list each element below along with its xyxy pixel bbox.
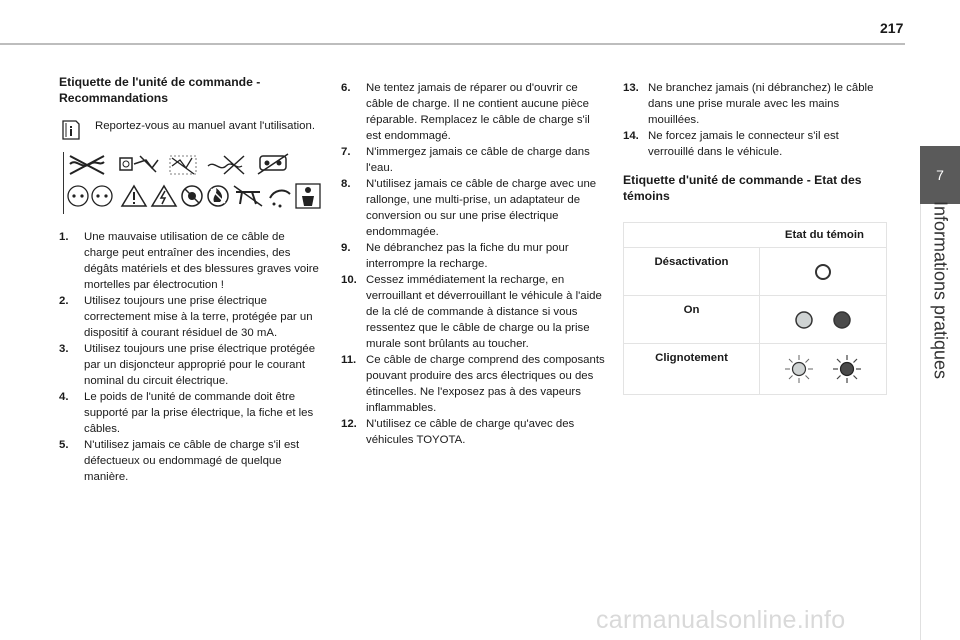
- no-water-icon: [70, 156, 104, 174]
- electric-socket-icon: [68, 186, 112, 206]
- watermark: carmanualsonline.info: [596, 606, 846, 634]
- lamp-blinking-icon: [832, 354, 862, 384]
- table-row: [624, 248, 886, 296]
- table-row: [624, 296, 886, 344]
- status-label: Clignotement: [624, 344, 760, 394]
- list-item: 13. Ne branchez jamais (ni débranchez) le câble dans une prise murale avec les mains mouillées.: [623, 82, 874, 126]
- recommendations-list-2: [341, 80, 607, 448]
- no-multiplug-icon: [170, 156, 196, 174]
- warning-pictograms: [63, 152, 323, 214]
- electric-hazard-icon: [152, 186, 176, 206]
- lamp-on-icon: [794, 310, 814, 330]
- manual-note: [59, 118, 322, 142]
- no-extension-icon: [208, 156, 244, 174]
- recommendations-list-3: [623, 80, 888, 160]
- chapter-number: 7: [936, 167, 944, 183]
- lamp-cell: [760, 344, 886, 394]
- section-title-recommendations: Etiquette de l'unité de commande - Recommandations: [59, 75, 261, 105]
- book-info-icon: [59, 118, 83, 142]
- list-item: 9. Ne débranchez pas la fiche du mur pour interrompre la recharge.: [341, 242, 569, 270]
- status-label: Désactivation: [624, 248, 760, 295]
- list-item: 5. N'utilisez jamais ce câble de charge s'il est défectueux ou endommagé de quelque manière.: [59, 439, 300, 483]
- column-1: [59, 74, 322, 485]
- warning-icon: [122, 186, 146, 206]
- list-item: 3. Utilisez toujours une prise électrique protégée par un disjoncteur approprié pour le courant nominal du circuit électrique.: [59, 343, 316, 387]
- status-label: On: [624, 296, 760, 343]
- chapter-tab[interactable]: [920, 146, 960, 204]
- lamp-off-icon: [813, 262, 833, 282]
- list-item: 10. Cessez immédiatement la recharge, en verrouillant et déverrouillant le véhicule à l'aide de la clé de commande à distance si vous ressentez que le câble de charge ou la prise murale sont brûlants au toucher.: [341, 274, 602, 350]
- status-table: [623, 222, 887, 395]
- status-table-header: Etat du témoin: [624, 223, 886, 248]
- section-title-status: Etiquette d'unité de commande - Etat des témoins: [623, 173, 862, 203]
- lamp-on-icon: [832, 310, 852, 330]
- no-flammable-icon: [208, 186, 228, 206]
- list-item: 7. N'immergez jamais ce câble de charge dans l'eau.: [341, 146, 590, 174]
- no-adapter-icon: [120, 156, 158, 172]
- list-item: 4. Le poids de l'unité de commande doit être supporté par la prise électrique, la fiche et les câbles.: [59, 391, 314, 435]
- chapter-title: Informations pratiques: [930, 200, 951, 380]
- lamp-cell: [760, 296, 886, 343]
- page-number: 217: [880, 20, 904, 36]
- column-2: [341, 80, 607, 448]
- lamp-blinking-icon: [784, 354, 814, 384]
- list-item: 8. N'utilisez jamais ce câble de charge avec une rallonge, une multi-prise, un adaptateur de conversion ou sur une prise électrique endommagée.: [341, 178, 597, 238]
- read-manual-icon: [296, 184, 320, 208]
- no-wet-hands-icon: [270, 191, 290, 208]
- manual-note-text: Reportez-vous au manuel avant l'utilisation.: [95, 120, 315, 132]
- list-item: 6. Ne tentez jamais de réparer ou d'ouvrir ce câble de charge. Il ne contient aucune pièce réparable. Remplacez le câble de charge s'il est endommagé.: [341, 82, 590, 142]
- list-item: 14. Ne forcez jamais le connecteur s'il est verrouillé dans le véhicule.: [623, 130, 839, 158]
- list-item: 11. Ce câble de charge comprend des composants pouvant produire des arcs électriques ou des étincelles. Ne l'exposez pas à des vapeurs inflammables.: [341, 354, 605, 414]
- column-3: [623, 80, 888, 395]
- list-item: 1. Une mauvaise utilisation de ce câble de charge peut entraîner des incendies, des dégâts matériels et des blessures graves voire mortelles par électrocution !: [59, 231, 319, 291]
- socket-icon: [258, 154, 288, 174]
- list-item: 2. Utilisez toujours une prise électrique correctement mise à la terre, protégée par un dispositif à courant résiduel de 30 mA.: [59, 295, 313, 339]
- list-item: 12. N'utilisez ce câble de charge qu'avec des véhicules TOYOTA.: [341, 418, 575, 446]
- no-repair-icon: [182, 186, 202, 206]
- no-pull-icon: [234, 186, 262, 206]
- header-divider: [0, 43, 905, 45]
- table-row: [624, 344, 886, 394]
- recommendations-list-1: [59, 229, 322, 485]
- lamp-cell: [760, 248, 886, 295]
